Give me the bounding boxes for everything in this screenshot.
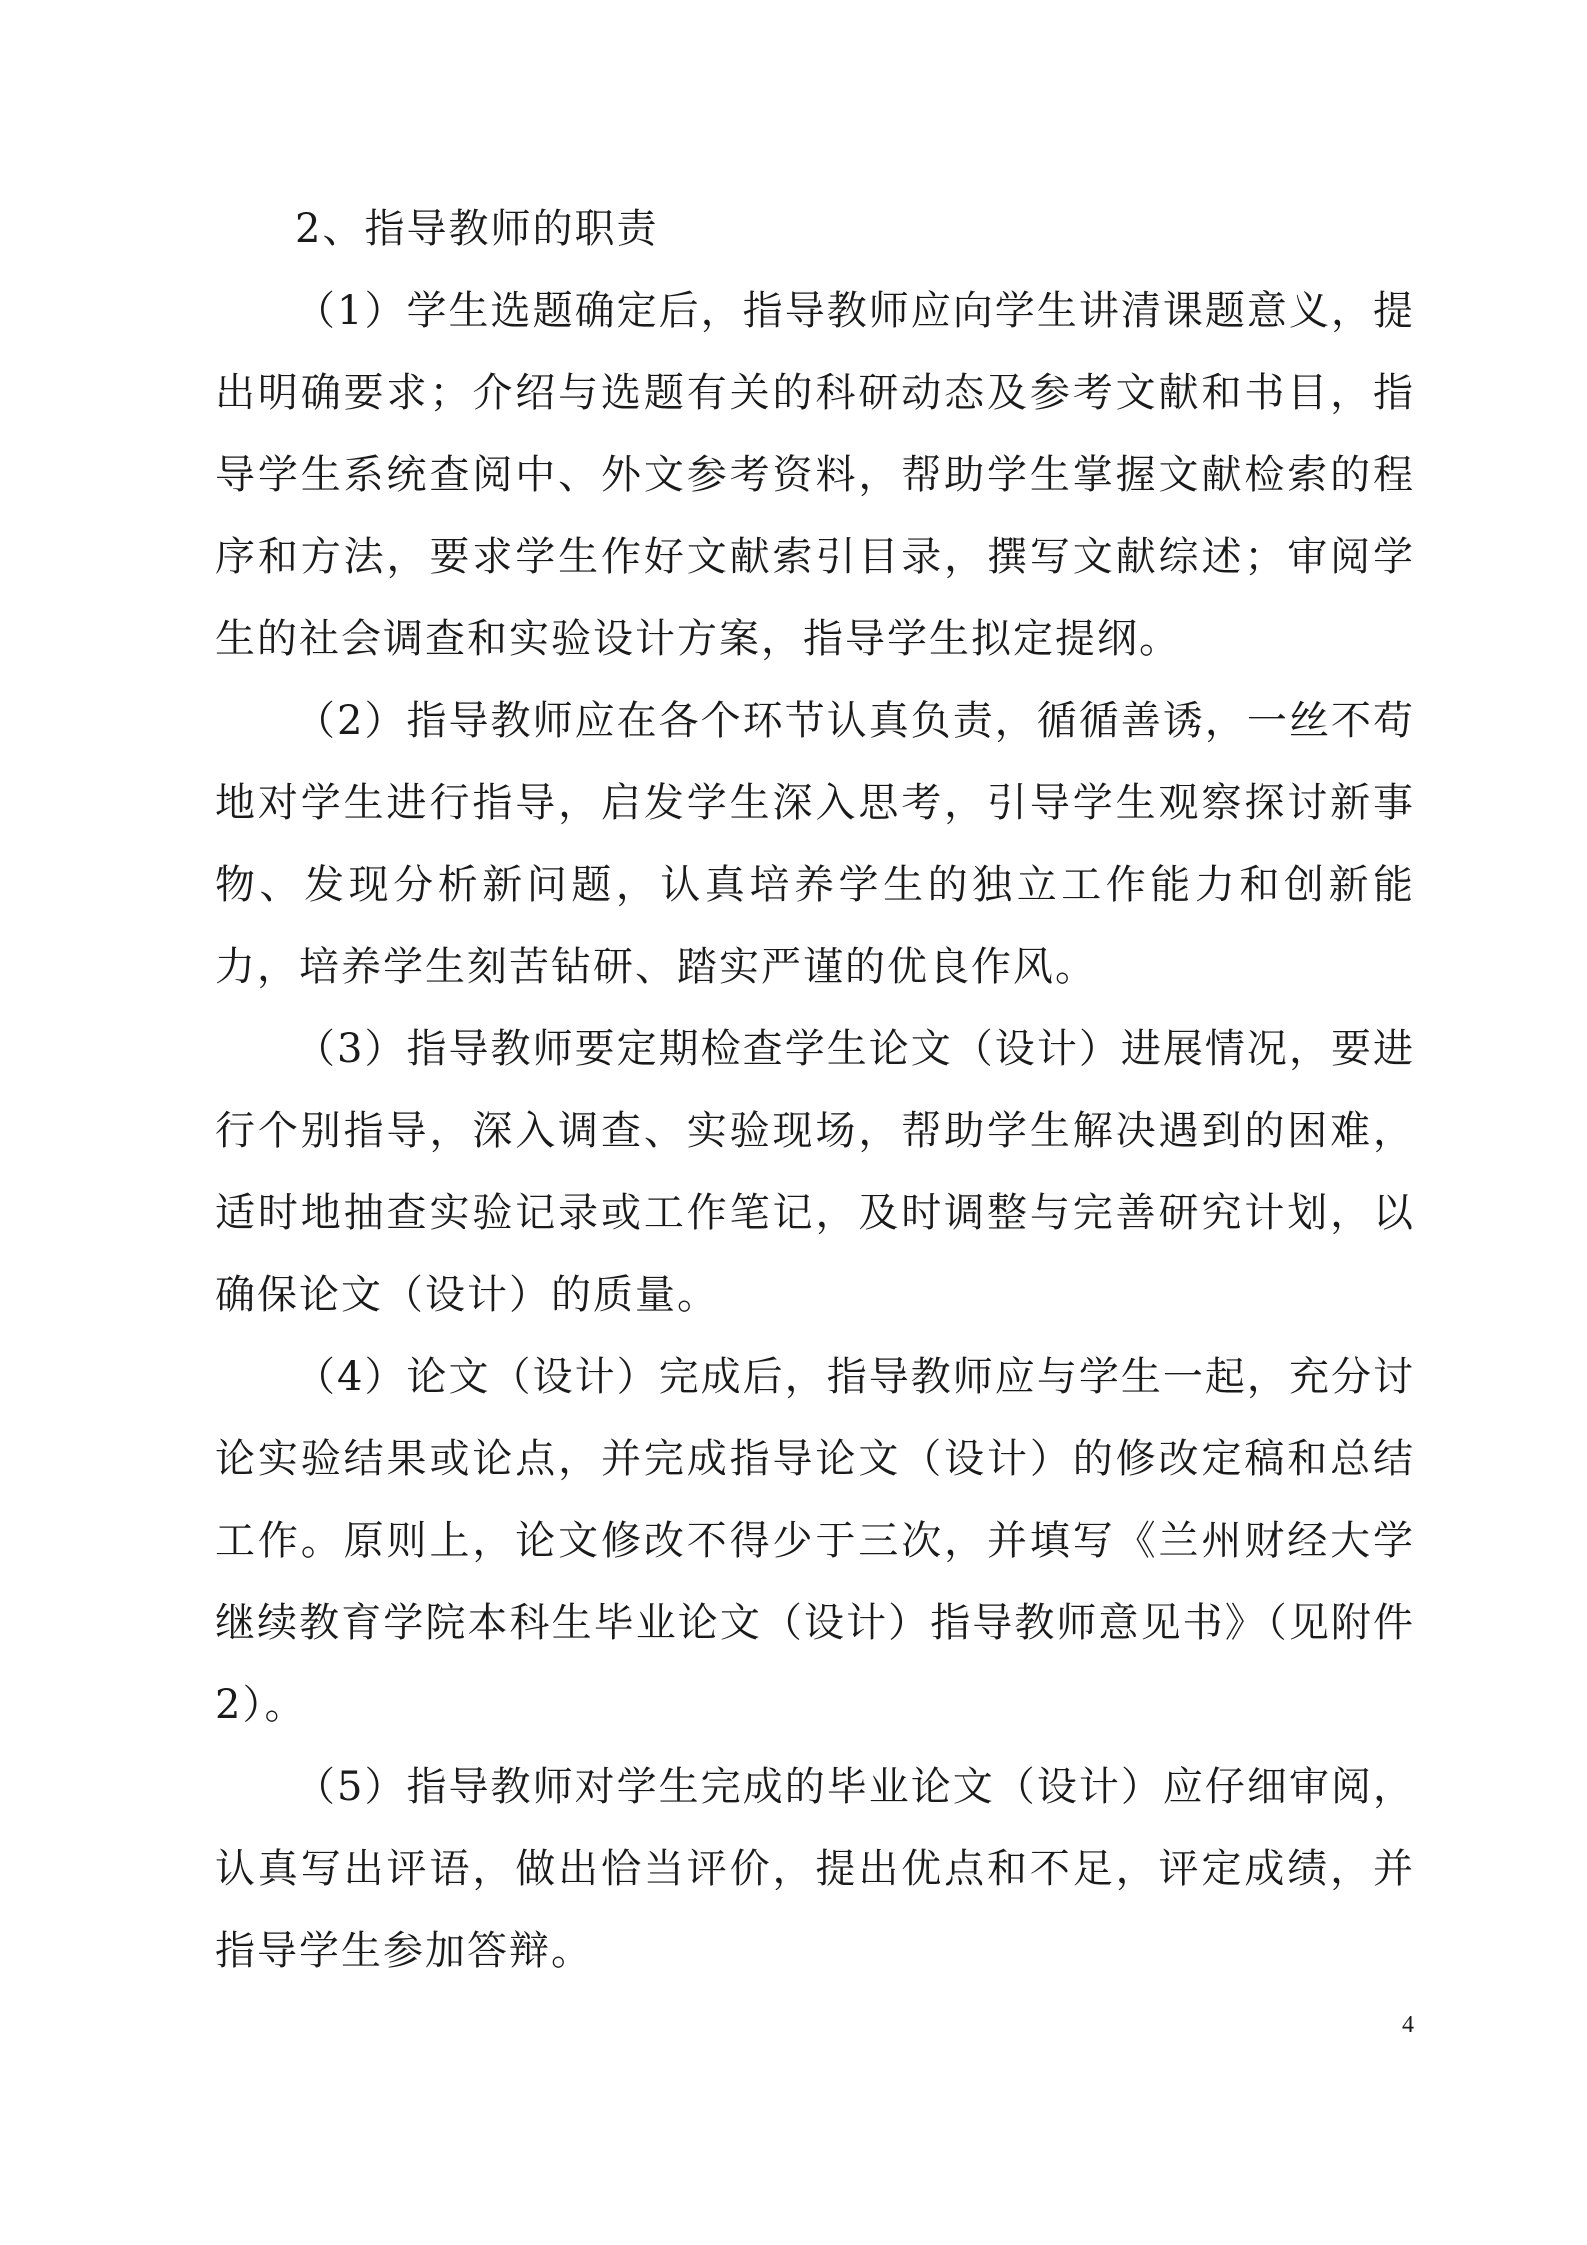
paragraph-1: （1）学生选题确定后，指导教师应向学生讲清课题意义，提出明确要求；介绍与选题有关的科研动态及参考文献和书目，指导学生系统查阅中、外文参考资料，帮助学生掌握文献检索的程序和方法，要求学生作好文献索引目录，撰写文献综述；审阅学生的社会调查和实验设计方案，指导学生拟定提纲。: [215, 288, 1415, 662]
paragraph-2: （2）指导教师应在各个环节认真负责，循循善诱，一丝不苟地对学生进行指导，启发学生深入思考，引导学生观察探讨新事物、发现分析新问题，认真培养学生的独立工作能力和创新能力，培养学生刻苦钻研、踏实严谨的优良作风。: [215, 698, 1415, 990]
paragraph-3: （3）指导教师要定期检查学生论文（设计）进展情况，要进行个别指导，深入调查、实验现场，帮助学生解决遇到的困难，适时地抽查实验记录或工作笔记，及时调整与完善研究计划，以确保论文（设计）的质量。: [215, 1026, 1415, 1318]
page-number: 4: [1402, 2012, 1414, 2038]
page-content: [215, 188, 1415, 1992]
paragraph-5: （5）指导教师对学生完成的毕业论文（设计）应仔细审阅，认真写出评语，做出恰当评价，提出优点和不足，评定成绩，并指导学生参加答辩。: [215, 1764, 1415, 1974]
paragraph-4: （4）论文（设计）完成后，指导教师应与学生一起，充分讨论实验结果或论点，并完成指导论文（设计）的修改定稿和总结工作。原则上，论文修改不得少于三次，并填写《兰州财经大学继续教育学院本科生毕业论文（设计）指导教师意见书》（见附件2）。: [215, 1354, 1415, 1728]
section-heading: 2、指导教师的职责: [295, 206, 659, 252]
